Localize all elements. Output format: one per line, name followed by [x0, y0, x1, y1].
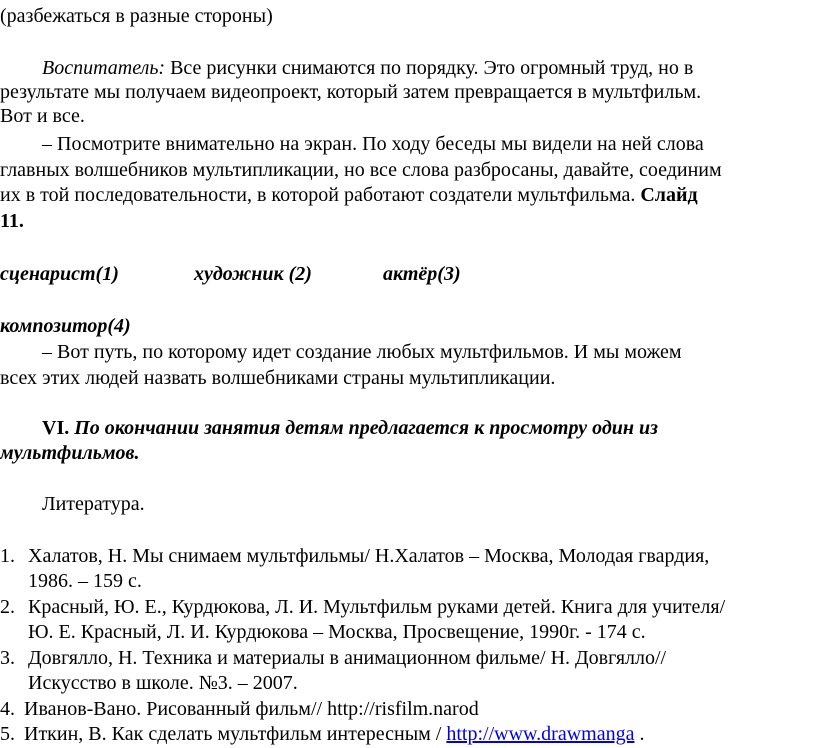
- list-item: Халатов, Н. Мы снимаем мультфильмы/ Н.Халатов – Москва, Молодая гвардия,: [28, 545, 710, 567]
- list-item: Искусство в школе. №3. – 2007.: [28, 672, 298, 694]
- paragraph-line: [42, 56, 693, 80]
- text-span: .: [634, 723, 645, 745]
- text-span: Иткин, В. Как сделать мультфильм интересным /: [24, 723, 447, 745]
- paragraph-line: [0, 183, 698, 207]
- list-item: Красный, Ю. Е., Курдюкова, Л. И. Мультфильм руками детей. Книга для учителя/: [28, 596, 726, 618]
- list-number: 1.: [0, 545, 15, 567]
- text-span: Все рисунки снимаются по порядку. Это огромный труд, но в: [165, 57, 694, 79]
- paragraph-line: главных волшебников мультипликации, но все слова разбросаны, давайте, соединим: [0, 159, 722, 181]
- text-span: их в той последовательности, в которой работают создатели мультфильма.: [0, 184, 641, 206]
- list-number: 4.: [0, 698, 15, 720]
- paragraph-line: – Посмотрите внимательно на экран. По ходу беседы мы видели на ней слова: [42, 133, 704, 155]
- list-number: 3.: [0, 647, 15, 669]
- slide-label: Слайд: [640, 184, 698, 206]
- list-item: Ю. Е. Красный, Л. И. Курдюкова – Москва, Просвещение, 1990г. - 174 с.: [28, 621, 646, 643]
- role-screenwriter: сценарист(1): [0, 263, 119, 285]
- paragraph-line: всех этих людей назвать волшебниками страны мультипликации.: [0, 367, 556, 389]
- paragraph-line: результате мы получаем видеопроект, который затем превращается в мультфильм.: [0, 81, 702, 103]
- text-span: По окончании занятия детям предлагается к просмотру один из: [74, 417, 658, 439]
- role-actor: актёр(3): [383, 263, 461, 285]
- reference-link[interactable]: http://www.drawmanga: [446, 723, 635, 745]
- list-item: 1986. – 159 с.: [28, 570, 142, 592]
- paragraph-line: [42, 416, 658, 440]
- role-artist: художник (2): [194, 263, 312, 285]
- list-item: Иванов-Вано. Рисованный фильм// http://risfilm.narod: [24, 698, 479, 720]
- list-item: Довгялло, Н. Техника и материалы в анимационном фильме/ Н. Довгялло//: [28, 647, 667, 669]
- speaker-label: Воспитатель:: [42, 57, 166, 79]
- list-item: [24, 722, 644, 746]
- list-number: 2.: [0, 596, 15, 618]
- slide-number: 11.: [0, 210, 24, 232]
- paragraph-line: Вот и все.: [0, 105, 85, 127]
- literature-heading: Литература.: [42, 493, 145, 515]
- paragraph-line: (разбежаться в разные стороны): [0, 5, 273, 27]
- list-number: 5.: [0, 723, 15, 745]
- paragraph-line: мультфильмов.: [0, 442, 140, 464]
- section-number: VI.: [42, 417, 75, 439]
- role-composer: композитор(4): [0, 315, 131, 337]
- paragraph-line: – Вот путь, по которому идет создание любых мультфильмов. И мы можем: [42, 341, 682, 363]
